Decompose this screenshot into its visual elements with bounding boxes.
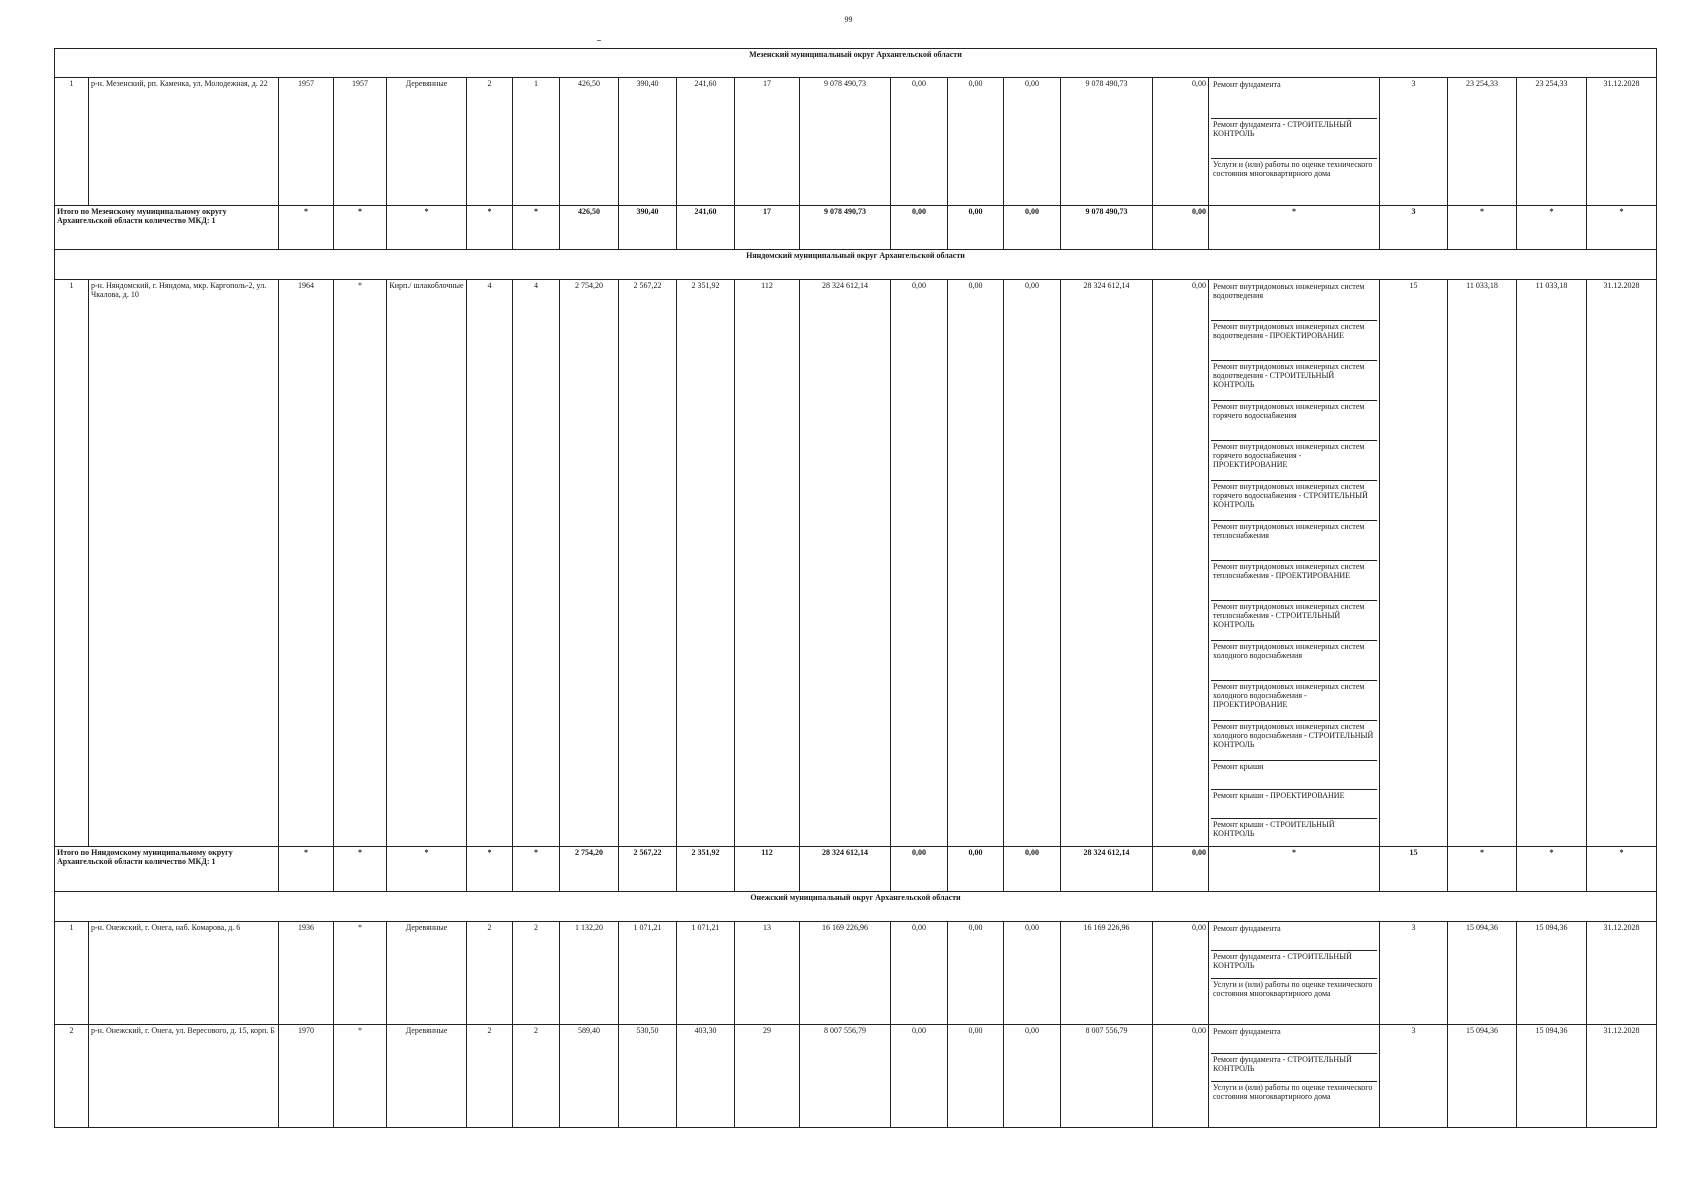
other-funds-total: 0,00 bbox=[1153, 847, 1209, 892]
max-unit-cost-cell: 15 094,36 bbox=[1517, 922, 1587, 1025]
entrances-cell: 2 bbox=[513, 1025, 560, 1128]
total-star: * bbox=[387, 206, 467, 250]
row-number: 2 bbox=[55, 1025, 89, 1128]
total-star: * bbox=[1517, 206, 1587, 250]
total-label: Итого по Мезенскому муниципальному округу Архангельской области количество МКД: 1 bbox=[55, 206, 279, 250]
address-cell: р-н. Онежский, г. Онега, ул. Вересового, д. 15, корп. Б bbox=[89, 1025, 279, 1128]
residents-total: 112 bbox=[735, 847, 800, 892]
unit-cost-cell: 23 254,33 bbox=[1448, 78, 1517, 206]
total-star: * bbox=[467, 847, 513, 892]
works-count-total: 3 bbox=[1380, 206, 1448, 250]
work-item: Ремонт крыши - ПРОЕКТИРОВАНИЕ bbox=[1211, 790, 1377, 819]
owners-funds-total: 28 324 612,14 bbox=[1061, 847, 1153, 892]
fund-support-total: 0,00 bbox=[891, 847, 948, 892]
work-item: Ремонт внутридомовых инженерных систем холодного водоснабжения - СТРОИТЕЛЬНЫЙ КОНТРОЛЬ bbox=[1211, 721, 1377, 761]
work-item: Ремонт внутридомовых инженерных систем водоотведения bbox=[1211, 281, 1377, 321]
total-area-cell: 1 132,20 bbox=[560, 922, 619, 1025]
work-item: Ремонт фундамента bbox=[1211, 79, 1377, 119]
living-area-cell: 530,50 bbox=[619, 1025, 677, 1128]
owners-funds-cell: 28 324 612,14 bbox=[1061, 280, 1153, 847]
section-title: Няндомский муниципальный округ Архангельской области bbox=[55, 250, 1657, 280]
budget-local-cell: 0,00 bbox=[1004, 1025, 1061, 1128]
year-reconstruction-cell: 1957 bbox=[334, 78, 387, 206]
work-item: Ремонт фундамента - СТРОИТЕЛЬНЫЙ КОНТРОЛЬ bbox=[1211, 1054, 1377, 1082]
works-cell bbox=[1209, 280, 1380, 847]
fund-support-cell: 0,00 bbox=[891, 78, 948, 206]
budget-region-cell: 0,00 bbox=[948, 922, 1004, 1025]
budget-region-total: 0,00 bbox=[948, 847, 1004, 892]
work-item: Ремонт фундамента bbox=[1211, 923, 1377, 951]
wall-material-cell: Кирп./ шлакоблочные bbox=[387, 280, 467, 847]
floors-cell: 2 bbox=[467, 922, 513, 1025]
works-count-cell: 15 bbox=[1380, 280, 1448, 847]
work-item: Ремонт внутридомовых инженерных систем горячего водоснабжения - СТРОИТЕЛЬНЫЙ КОНТРОЛЬ bbox=[1211, 481, 1377, 521]
budget-local-cell: 0,00 bbox=[1004, 78, 1061, 206]
work-item: Услуги и (или) работы по оценке технического состояния многоквартирного дома bbox=[1213, 980, 1373, 999]
max-unit-cost-cell: 23 254,33 bbox=[1517, 78, 1587, 206]
table-row bbox=[55, 78, 1657, 206]
address-cell: р-н. Няндомский, г. Няндома, мкр. Каргополь-2, ул. Чкалова, д. 10 bbox=[89, 280, 279, 847]
budget-region-cell: 0,00 bbox=[948, 1025, 1004, 1128]
fund-support-cell: 0,00 bbox=[891, 1025, 948, 1128]
total-star: * bbox=[279, 206, 334, 250]
work-item: Ремонт внутридомовых инженерных систем холодного водоснабжения bbox=[1211, 641, 1377, 681]
budget-region-total: 0,00 bbox=[948, 206, 1004, 250]
residents-cell: 13 bbox=[735, 922, 800, 1025]
work-item: Ремонт внутридомовых инженерных систем холодного водоснабжения - ПРОЕКТИРОВАНИЕ bbox=[1211, 681, 1377, 721]
owned-area-total: 241,60 bbox=[677, 206, 735, 250]
work-item: Ремонт внутридомовых инженерных систем теплоснабжения bbox=[1211, 521, 1377, 561]
year-built-cell: 1936 bbox=[279, 922, 334, 1025]
deadline-cell: 31.12.2028 bbox=[1587, 78, 1657, 206]
year-reconstruction-cell: * bbox=[334, 922, 387, 1025]
total-area-cell: 426,50 bbox=[560, 78, 619, 206]
living-area-cell: 390,40 bbox=[619, 78, 677, 206]
total-star: * bbox=[1517, 847, 1587, 892]
deadline-cell: 31.12.2028 bbox=[1587, 922, 1657, 1025]
year-built-cell: 1970 bbox=[279, 1025, 334, 1128]
work-item: Услуги и (или) работы по оценке технического состояния многоквартирного дома bbox=[1213, 1083, 1373, 1102]
table-row bbox=[55, 1025, 1657, 1128]
budget-region-cell: 0,00 bbox=[948, 78, 1004, 206]
total-area-total: 2 754,20 bbox=[560, 847, 619, 892]
owners-funds-cell: 8 007 556,79 bbox=[1061, 1025, 1153, 1128]
unit-cost-cell: 11 033,18 bbox=[1448, 280, 1517, 847]
section-header-row bbox=[55, 892, 1657, 922]
other-funds-total: 0,00 bbox=[1153, 206, 1209, 250]
total-star: * bbox=[1209, 206, 1380, 250]
floors-cell: 2 bbox=[467, 78, 513, 206]
residents-total: 17 bbox=[735, 206, 800, 250]
work-item: Ремонт внутридомовых инженерных систем водоотведения - СТРОИТЕЛЬНЫЙ КОНТРОЛЬ bbox=[1211, 361, 1377, 401]
work-item: Ремонт крыши bbox=[1211, 761, 1377, 790]
unit-cost-cell: 15 094,36 bbox=[1448, 1025, 1517, 1128]
max-unit-cost-cell: 11 033,18 bbox=[1517, 280, 1587, 847]
other-funds-cell: 0,00 bbox=[1153, 280, 1209, 847]
residents-cell: 17 bbox=[735, 78, 800, 206]
total-star: * bbox=[513, 206, 560, 250]
works-count-cell: 3 bbox=[1380, 78, 1448, 206]
works-cell bbox=[1209, 1025, 1380, 1128]
owners-funds-cell: 16 169 226,96 bbox=[1061, 922, 1153, 1025]
living-area-cell: 2 567,22 bbox=[619, 280, 677, 847]
total-row bbox=[55, 206, 1657, 250]
total-row bbox=[55, 847, 1657, 892]
budget-local-cell: 0,00 bbox=[1004, 280, 1061, 847]
total-star: * bbox=[1587, 206, 1657, 250]
owned-area-cell: 2 351,92 bbox=[677, 280, 735, 847]
wall-material-cell: Деревянные bbox=[387, 78, 467, 206]
floors-cell: 2 bbox=[467, 1025, 513, 1128]
section-title: Онежский муниципальный округ Архангельской области bbox=[55, 892, 1657, 922]
entrances-cell: 1 bbox=[513, 78, 560, 206]
work-item: Ремонт внутридомовых инженерных систем теплоснабжения - СТРОИТЕЛЬНЫЙ КОНТРОЛЬ bbox=[1211, 601, 1377, 641]
fund-support-cell: 0,00 bbox=[891, 280, 948, 847]
work-item: Ремонт внутридомовых инженерных систем водоотведения - ПРОЕКТИРОВАНИЕ bbox=[1211, 321, 1377, 361]
works-cell bbox=[1209, 922, 1380, 1025]
section-title: Мезенский муниципальный округ Архангельской области bbox=[55, 49, 1657, 78]
other-funds-cell: 0,00 bbox=[1153, 922, 1209, 1025]
residents-cell: 112 bbox=[735, 280, 800, 847]
cost-total-cell: 8 007 556,79 bbox=[800, 1025, 891, 1128]
table-row bbox=[55, 922, 1657, 1025]
work-item: Ремонт крыши - СТРОИТЕЛЬНЫЙ КОНТРОЛЬ bbox=[1213, 820, 1335, 839]
year-reconstruction-cell: * bbox=[334, 1025, 387, 1128]
cost-total-total: 9 078 490,73 bbox=[800, 206, 891, 250]
row-number: 1 bbox=[55, 922, 89, 1025]
year-reconstruction-cell: * bbox=[334, 280, 387, 847]
work-item: Ремонт внутридомовых инженерных систем горячего водоснабжения bbox=[1211, 401, 1377, 441]
cost-total-cell: 9 078 490,73 bbox=[800, 78, 891, 206]
total-star: * bbox=[1209, 847, 1380, 892]
budget-local-cell: 0,00 bbox=[1004, 922, 1061, 1025]
total-area-cell: 589,40 bbox=[560, 1025, 619, 1128]
owned-area-cell: 241,60 bbox=[677, 78, 735, 206]
fund-support-total: 0,00 bbox=[891, 206, 948, 250]
total-star: * bbox=[387, 847, 467, 892]
owners-funds-total: 9 078 490,73 bbox=[1061, 206, 1153, 250]
capital-repair-table bbox=[54, 48, 1657, 1128]
year-built-cell: 1964 bbox=[279, 280, 334, 847]
address-cell: р-н. Мезенский, рп. Каменка, ул. Молодежная, д. 22 bbox=[89, 78, 279, 206]
budget-region-cell: 0,00 bbox=[948, 280, 1004, 847]
page-number: 99 bbox=[844, 15, 853, 24]
total-star: * bbox=[513, 847, 560, 892]
work-item: Услуги и (или) работы по оценке технического состояния многоквартирного дома bbox=[1213, 160, 1373, 179]
living-area-total: 2 567,22 bbox=[619, 847, 677, 892]
section-header-row bbox=[55, 49, 1657, 78]
living-area-total: 390,40 bbox=[619, 206, 677, 250]
owned-area-cell: 403,30 bbox=[677, 1025, 735, 1128]
deadline-cell: 31.12.2028 bbox=[1587, 1025, 1657, 1128]
deadline-cell: 31.12.2028 bbox=[1587, 280, 1657, 847]
total-star: * bbox=[1448, 206, 1517, 250]
wall-material-cell: Деревянные bbox=[387, 1025, 467, 1128]
work-item: Ремонт фундамента bbox=[1211, 1026, 1377, 1054]
budget-local-total: 0,00 bbox=[1004, 206, 1061, 250]
section-header-row bbox=[55, 250, 1657, 280]
works-count-cell: 3 bbox=[1380, 922, 1448, 1025]
works-count-cell: 3 bbox=[1380, 1025, 1448, 1128]
total-star: * bbox=[279, 847, 334, 892]
total-star: * bbox=[334, 206, 387, 250]
total-star: * bbox=[1448, 847, 1517, 892]
total-star: * bbox=[1587, 847, 1657, 892]
owned-area-cell: 1 071,21 bbox=[677, 922, 735, 1025]
wall-material-cell: Деревянные bbox=[387, 922, 467, 1025]
year-built-cell: 1957 bbox=[279, 78, 334, 206]
cost-total-cell: 28 324 612,14 bbox=[800, 280, 891, 847]
row-number: 1 bbox=[55, 280, 89, 847]
owned-area-total: 2 351,92 bbox=[677, 847, 735, 892]
cost-total-total: 28 324 612,14 bbox=[800, 847, 891, 892]
entrances-cell: 4 bbox=[513, 280, 560, 847]
budget-local-total: 0,00 bbox=[1004, 847, 1061, 892]
table-row bbox=[55, 280, 1657, 847]
fund-support-cell: 0,00 bbox=[891, 922, 948, 1025]
cost-total-cell: 16 169 226,96 bbox=[800, 922, 891, 1025]
owners-funds-cell: 9 078 490,73 bbox=[1061, 78, 1153, 206]
other-funds-cell: 0,00 bbox=[1153, 78, 1209, 206]
total-label: Итого по Няндомскому муниципальному округу Архангельской области количество МКД: 1 bbox=[55, 847, 279, 892]
total-star: * bbox=[467, 206, 513, 250]
row-number: 1 bbox=[55, 78, 89, 206]
work-item: Ремонт внутридомовых инженерных систем горячего водоснабжения - ПРОЕКТИРОВАНИЕ bbox=[1211, 441, 1377, 481]
scan-mark bbox=[597, 40, 601, 41]
total-area-total: 426,50 bbox=[560, 206, 619, 250]
floors-cell: 4 bbox=[467, 280, 513, 847]
total-star: * bbox=[334, 847, 387, 892]
work-item: Ремонт внутридомовых инженерных систем теплоснабжения - ПРОЕКТИРОВАНИЕ bbox=[1211, 561, 1377, 601]
max-unit-cost-cell: 15 094,36 bbox=[1517, 1025, 1587, 1128]
work-item: Ремонт фундамента - СТРОИТЕЛЬНЫЙ КОНТРОЛЬ bbox=[1211, 119, 1377, 159]
residents-cell: 29 bbox=[735, 1025, 800, 1128]
entrances-cell: 2 bbox=[513, 922, 560, 1025]
other-funds-cell: 0,00 bbox=[1153, 1025, 1209, 1128]
total-area-cell: 2 754,20 bbox=[560, 280, 619, 847]
address-cell: р-н. Онежский, г. Онега, наб. Комарова, д. 6 bbox=[89, 922, 279, 1025]
unit-cost-cell: 15 094,36 bbox=[1448, 922, 1517, 1025]
work-item: Ремонт фундамента - СТРОИТЕЛЬНЫЙ КОНТРОЛЬ bbox=[1211, 951, 1377, 979]
works-cell bbox=[1209, 78, 1380, 206]
living-area-cell: 1 071,21 bbox=[619, 922, 677, 1025]
works-count-total: 15 bbox=[1380, 847, 1448, 892]
